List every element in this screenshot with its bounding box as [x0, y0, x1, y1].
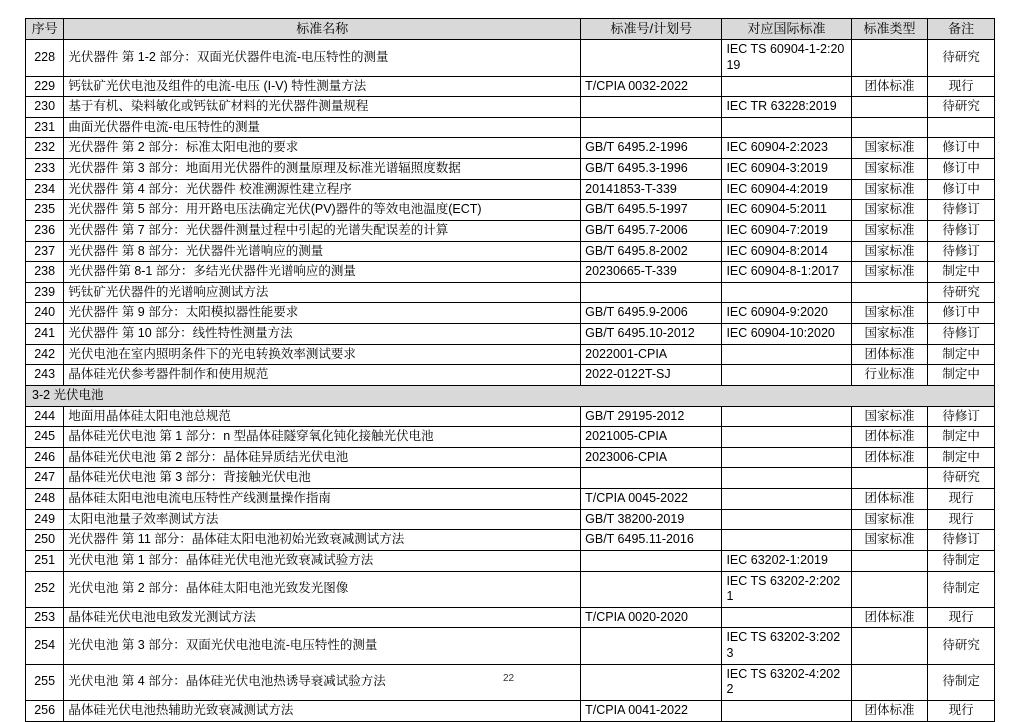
column-header-type: 标准类型: [851, 19, 928, 40]
row-standard-name: 光伏器件 第 10 部分：线性特性测量方法: [64, 324, 581, 345]
row-standard-code: 2022001-CPIA: [581, 344, 722, 365]
row-no: 235: [26, 200, 64, 221]
row-remark: 待制定: [928, 664, 995, 700]
row-standard-type: 国家标准: [851, 220, 928, 241]
row-standard-type: 国家标准: [851, 303, 928, 324]
row-standard-code: [581, 468, 722, 489]
row-standard-type: [851, 97, 928, 118]
row-international-standard: [722, 700, 851, 721]
row-international-standard: IEC 60904-8:2014: [722, 241, 851, 262]
table-row: [26, 220, 995, 241]
row-standard-name: 光伏器件第 8-1 部分：多结光伏器件光谱响应的测量: [64, 262, 581, 283]
row-standard-code: [581, 628, 722, 664]
row-standard-code: GB/T 6495.8-2002: [581, 241, 722, 262]
row-standard-code: T/CPIA 0032-2022: [581, 76, 722, 97]
table-row: [26, 365, 995, 386]
table-row: [26, 303, 995, 324]
table-row: [26, 117, 995, 138]
row-standard-name: 光伏器件 第 11 部分：晶体硅太阳电池初始光致衰减测试方法: [64, 530, 581, 551]
row-standard-type: [851, 571, 928, 607]
row-standard-name: 光伏器件 第 3 部分：地面用光伏器件的测量原理及标准光谱辐照度数据: [64, 159, 581, 180]
table-row: [26, 700, 995, 721]
row-no: 244: [26, 406, 64, 427]
row-international-standard: [722, 509, 851, 530]
row-international-standard: [722, 344, 851, 365]
row-no: 255: [26, 664, 64, 700]
row-no: 245: [26, 427, 64, 448]
table-row: [26, 489, 995, 510]
row-remark: 待制定: [928, 550, 995, 571]
row-standard-type: [851, 40, 928, 76]
table-row: [26, 607, 995, 628]
row-standard-type: 国家标准: [851, 179, 928, 200]
table-row: [26, 97, 995, 118]
row-standard-name: 钙钛矿光伏电池及组件的电流-电压 (I-V) 特性测量方法: [64, 76, 581, 97]
row-standard-code: GB/T 6495.9-2006: [581, 303, 722, 324]
row-remark: 待研究: [928, 468, 995, 489]
row-standard-name: 钙钛矿光伏器件的光谱响应测试方法: [64, 282, 581, 303]
row-no: 248: [26, 489, 64, 510]
table-row: [26, 550, 995, 571]
row-standard-name: 光伏器件 第 4 部分：光伏器件 校准溯源性建立程序: [64, 179, 581, 200]
row-standard-type: [851, 628, 928, 664]
table-header: [26, 19, 995, 40]
row-international-standard: IEC 60904-5:2011: [722, 200, 851, 221]
row-no: 228: [26, 40, 64, 76]
row-remark: 现行: [928, 700, 995, 721]
row-remark: 制定中: [928, 262, 995, 283]
row-no: 246: [26, 447, 64, 468]
row-no: 236: [26, 220, 64, 241]
row-international-standard: [722, 406, 851, 427]
row-no: 256: [26, 700, 64, 721]
row-remark: 制定中: [928, 365, 995, 386]
row-standard-name: 光伏电池在室内照明条件下的光电转换效率测试要求: [64, 344, 581, 365]
row-standard-type: [851, 468, 928, 489]
row-no: 247: [26, 468, 64, 489]
row-no: 241: [26, 324, 64, 345]
table-row: [26, 427, 995, 448]
row-no: 240: [26, 303, 64, 324]
table-body: [26, 40, 995, 721]
column-header-code: 标准号/计划号: [581, 19, 722, 40]
row-standard-code: 20230665-T-339: [581, 262, 722, 283]
row-international-standard: [722, 117, 851, 138]
row-standard-type: 国家标准: [851, 138, 928, 159]
page-number: 22: [502, 673, 515, 684]
row-remark: 待修订: [928, 200, 995, 221]
row-standard-type: 团体标准: [851, 427, 928, 448]
row-standard-name: 光伏器件 第 5 部分：用开路电压法确定光伏(PV)器件的等效电池温度(ECT): [64, 200, 581, 221]
row-standard-code: GB/T 6495.11-2016: [581, 530, 722, 551]
row-standard-name: 晶体硅太阳电池电流电压特性产线测量操作指南: [64, 489, 581, 510]
row-standard-name: 光伏电池 第 3 部分：双面光伏电池电流-电压特性的测量: [64, 628, 581, 664]
row-remark: 制定中: [928, 447, 995, 468]
row-standard-type: 团体标准: [851, 447, 928, 468]
row-international-standard: [722, 282, 851, 303]
row-standard-name: 光伏器件 第 1-2 部分：双面光伏器件电流-电压特性的测量: [64, 40, 581, 76]
row-no: 242: [26, 344, 64, 365]
row-standard-name: 光伏器件 第 2 部分：标准太阳电池的要求: [64, 138, 581, 159]
row-standard-code: GB/T 29195-2012: [581, 406, 722, 427]
row-standard-code: T/CPIA 0041-2022: [581, 700, 722, 721]
row-remark: 待研究: [928, 40, 995, 76]
row-international-standard: [722, 468, 851, 489]
table-section-row: [26, 385, 995, 406]
row-international-standard: IEC TS 60904-1-2:2019: [722, 40, 851, 76]
column-header-remark: 备注: [928, 19, 995, 40]
row-remark: 现行: [928, 509, 995, 530]
row-standard-type: 团体标准: [851, 489, 928, 510]
row-standard-code: 2023006-CPIA: [581, 447, 722, 468]
row-no: 238: [26, 262, 64, 283]
row-standard-type: 国家标准: [851, 509, 928, 530]
table-row: [26, 628, 995, 664]
row-international-standard: [722, 76, 851, 97]
table-row: [26, 447, 995, 468]
row-no: 253: [26, 607, 64, 628]
row-no: 237: [26, 241, 64, 262]
row-international-standard: [722, 447, 851, 468]
row-remark: 修订中: [928, 159, 995, 180]
row-no: 251: [26, 550, 64, 571]
table-row: [26, 509, 995, 530]
row-standard-code: GB/T 6495.5-1997: [581, 200, 722, 221]
row-standard-name: 晶体硅光伏电池电致发光测试方法: [64, 607, 581, 628]
row-standard-code: GB/T 6495.3-1996: [581, 159, 722, 180]
row-standard-type: 国家标准: [851, 159, 928, 180]
row-international-standard: IEC 60904-3:2019: [722, 159, 851, 180]
row-international-standard: IEC TS 63202-3:2023: [722, 628, 851, 664]
row-standard-code: 20141853-T-339: [581, 179, 722, 200]
table-row: [26, 344, 995, 365]
standards-table: [25, 18, 995, 722]
row-international-standard: IEC TS 63202-2:2021: [722, 571, 851, 607]
row-international-standard: IEC 60904-9:2020: [722, 303, 851, 324]
row-standard-type: 国家标准: [851, 200, 928, 221]
row-standard-type: 团体标准: [851, 344, 928, 365]
row-no: 252: [26, 571, 64, 607]
row-international-standard: IEC TR 63228:2019: [722, 97, 851, 118]
row-no: 249: [26, 509, 64, 530]
table-row: [26, 468, 995, 489]
section-title: 3-2 光伏电池: [26, 385, 995, 406]
row-international-standard: IEC 60904-8-1:2017: [722, 262, 851, 283]
table-row: [26, 138, 995, 159]
row-remark: 修订中: [928, 138, 995, 159]
row-no: 229: [26, 76, 64, 97]
row-remark: 待研究: [928, 282, 995, 303]
row-international-standard: [722, 530, 851, 551]
column-header-no: 序号: [26, 19, 64, 40]
table-row: [26, 262, 995, 283]
column-header-name: 标准名称: [64, 19, 581, 40]
row-international-standard: [722, 427, 851, 448]
row-standard-type: 团体标准: [851, 76, 928, 97]
table-header-row: [26, 19, 995, 40]
table-row: [26, 282, 995, 303]
row-standard-code: 2021005-CPIA: [581, 427, 722, 448]
row-standard-code: T/CPIA 0020-2020: [581, 607, 722, 628]
row-standard-code: [581, 40, 722, 76]
row-remark: 待制定: [928, 571, 995, 607]
row-standard-code: T/CPIA 0045-2022: [581, 489, 722, 510]
row-international-standard: IEC 63202-1:2019: [722, 550, 851, 571]
row-standard-type: [851, 550, 928, 571]
row-no: 232: [26, 138, 64, 159]
table-row: [26, 571, 995, 607]
row-standard-name: 晶体硅光伏参考器件制作和使用规范: [64, 365, 581, 386]
row-standard-name: 光伏电池 第 2 部分：晶体硅太阳电池光致发光图像: [64, 571, 581, 607]
row-standard-name: 光伏电池 第 4 部分：晶体硅光伏电池热诱导衰减试验方法: [64, 664, 581, 700]
row-standard-type: 国家标准: [851, 262, 928, 283]
row-no: 254: [26, 628, 64, 664]
row-remark: 制定中: [928, 344, 995, 365]
column-header-intl: 对应国际标准: [722, 19, 851, 40]
table-row: [26, 200, 995, 221]
row-remark: 修订中: [928, 179, 995, 200]
table-row: [26, 179, 995, 200]
row-standard-code: GB/T 38200-2019: [581, 509, 722, 530]
row-remark: 现行: [928, 489, 995, 510]
row-standard-name: 晶体硅光伏电池 第 2 部分：晶体硅异质结光伏电池: [64, 447, 581, 468]
table-row: [26, 159, 995, 180]
row-standard-code: [581, 282, 722, 303]
row-standard-code: [581, 550, 722, 571]
row-remark: 现行: [928, 76, 995, 97]
row-remark: 待研究: [928, 628, 995, 664]
row-remark: 待修订: [928, 324, 995, 345]
row-international-standard: IEC 60904-10:2020: [722, 324, 851, 345]
row-remark: 修订中: [928, 303, 995, 324]
row-international-standard: [722, 489, 851, 510]
row-standard-code: GB/T 6495.2-1996: [581, 138, 722, 159]
row-standard-code: [581, 117, 722, 138]
row-international-standard: IEC 60904-7:2019: [722, 220, 851, 241]
row-standard-type: 国家标准: [851, 530, 928, 551]
row-standard-type: 国家标准: [851, 406, 928, 427]
row-no: 250: [26, 530, 64, 551]
row-standard-type: 团体标准: [851, 607, 928, 628]
row-remark: 待修订: [928, 406, 995, 427]
row-standard-code: 2022-0122T-SJ: [581, 365, 722, 386]
row-remark: 制定中: [928, 427, 995, 448]
row-no: 233: [26, 159, 64, 180]
row-standard-type: [851, 282, 928, 303]
row-standard-name: 曲面光伏器件电流-电压特性的测量: [64, 117, 581, 138]
row-standard-code: GB/T 6495.7-2006: [581, 220, 722, 241]
row-standard-name: 光伏器件 第 8 部分：光伏器件光谱响应的测量: [64, 241, 581, 262]
row-standard-code: [581, 97, 722, 118]
row-standard-type: 国家标准: [851, 241, 928, 262]
row-remark: 待研究: [928, 97, 995, 118]
table-row: [26, 76, 995, 97]
row-remark: 待修订: [928, 241, 995, 262]
row-standard-name: 晶体硅光伏电池 第 1 部分：n 型晶体硅隧穿氧化钝化接触光伏电池: [64, 427, 581, 448]
row-standard-code: [581, 571, 722, 607]
row-standard-name: 地面用晶体硅太阳电池总规范: [64, 406, 581, 427]
row-standard-type: [851, 117, 928, 138]
row-standard-name: 光伏电池 第 1 部分：晶体硅光伏电池光致衰减试验方法: [64, 550, 581, 571]
table-row: [26, 40, 995, 76]
row-remark: 待修订: [928, 530, 995, 551]
table-row: [26, 530, 995, 551]
row-remark: 现行: [928, 607, 995, 628]
row-no: 239: [26, 282, 64, 303]
row-standard-name: 光伏器件 第 9 部分：太阳模拟器性能要求: [64, 303, 581, 324]
row-remark: [928, 117, 995, 138]
table-row: [26, 324, 995, 345]
row-international-standard: [722, 607, 851, 628]
row-standard-name: 光伏器件 第 7 部分：光伏器件测量过程中引起的光谱失配误差的计算: [64, 220, 581, 241]
row-standard-name: 晶体硅光伏电池热辅助光致衰减测试方法: [64, 700, 581, 721]
row-standard-type: 国家标准: [851, 324, 928, 345]
row-no: 231: [26, 117, 64, 138]
row-international-standard: IEC TS 63202-4:2022: [722, 664, 851, 700]
row-no: 234: [26, 179, 64, 200]
row-remark: 待修订: [928, 220, 995, 241]
row-international-standard: [722, 365, 851, 386]
row-standard-name: 晶体硅光伏电池 第 3 部分：背接触光伏电池: [64, 468, 581, 489]
row-standard-name: 基于有机、染料敏化或钙钛矿材料的光伏器件测量规程: [64, 97, 581, 118]
row-international-standard: IEC 60904-2:2023: [722, 138, 851, 159]
row-standard-type: 团体标准: [851, 700, 928, 721]
table-row: [26, 406, 995, 427]
table-row: [26, 241, 995, 262]
row-standard-type: 行业标准: [851, 365, 928, 386]
row-no: 230: [26, 97, 64, 118]
row-standard-code: GB/T 6495.10-2012: [581, 324, 722, 345]
row-international-standard: IEC 60904-4:2019: [722, 179, 851, 200]
row-standard-name: 太阳电池量子效率测试方法: [64, 509, 581, 530]
row-no: 243: [26, 365, 64, 386]
